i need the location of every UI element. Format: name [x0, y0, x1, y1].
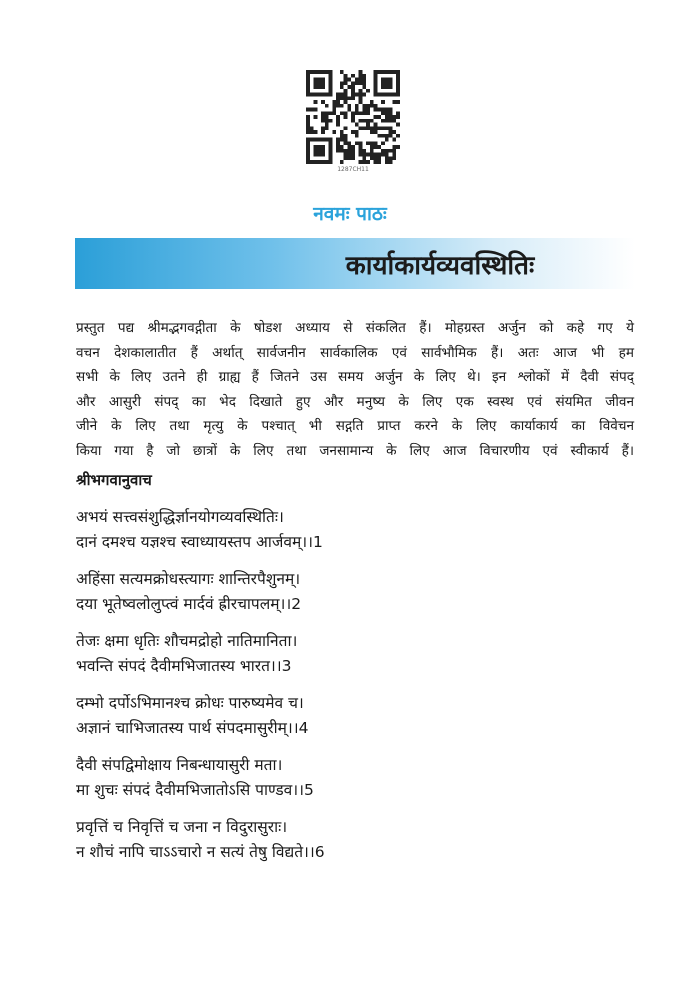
- verse-3: [76, 629, 325, 679]
- verse-line: दम्भो दर्पोऽभिमानश्च क्रोधः पारुष्यमेव च।: [76, 694, 304, 712]
- verse-6: [76, 815, 325, 865]
- qr-code-label: 1287CH11: [337, 166, 369, 173]
- lesson-heading: नवमः पाठः: [313, 203, 387, 225]
- verse-4: [76, 691, 325, 741]
- speaker-heading: श्रीभगवानुवाच: [76, 471, 152, 489]
- verse-line: अज्ञानं चाभिजातस्य पार्थ संपदमासुरीम्।।4: [76, 719, 309, 737]
- verse-line: दैवी संपद्विमोक्षाय निबन्धायासुरी मता।: [76, 756, 283, 774]
- verse-line: प्रवृत्तिं च निवृत्तिं च जना न विदुरासुराः।: [76, 818, 288, 836]
- verse-line: अभयं सत्त्वसंशुद्धिर्ज्ञानयोगव्यवस्थितिः।: [76, 508, 284, 526]
- intro-line: जीने के लिए तथा मृत्यु के पश्चात् भी सद्गति प्राप्त करने के लिए कार्याकार्य का विवेचन: [76, 418, 634, 434]
- intro-line: किया गया है जो छात्रों के लिए तथा जनसामान्य के लिए आज विचारणीय एवं स्वीकार्य हैं।: [76, 442, 634, 459]
- verse-line: मा शुचः संपदं दैवीमभिजातोऽसि पाण्डव।।5: [76, 781, 314, 799]
- verse-1: [76, 505, 325, 555]
- verse-line: न शौचं नापि चाऽऽचारो न सत्यं तेषु विद्यते।।6: [76, 843, 325, 861]
- intro-line: और आसुरी संपद् का भेद दिखाते हुए और मनुष्य के लिए एक स्वस्थ एवं संयमित जीवन: [76, 393, 634, 410]
- verse-5: [76, 753, 325, 803]
- verse-2: [76, 567, 325, 617]
- chapter-title: कार्याकार्यव्यवस्थितिः: [345, 251, 535, 281]
- intro-line: सभी के लिए उतने ही ग्राह्य हैं जितने उस समय अर्जुन के लिए थे। इन श्लोकों में दैवी संपद्: [76, 369, 634, 385]
- title-banner: [75, 238, 635, 289]
- verse-line: तेजः क्षमा धृतिः शौचमद्रोहो नातिमानिता।: [76, 632, 298, 650]
- verses: [76, 505, 325, 877]
- qr-code[interactable]: [306, 70, 400, 164]
- intro-line: वचन देशकालातीत हैं अर्थात् सार्वजनीन सार्वकालिक एवं सार्वभौमिक हैं। अतः आज भी हम: [76, 344, 634, 361]
- verse-line: भवन्ति संपदं दैवीमभिजातस्य भारत।।3: [76, 657, 292, 675]
- intro-paragraph: [76, 316, 634, 463]
- intro-line: प्रस्तुत पद्य श्रीमद्भगवद्गीता के षोडश अध्याय से संकलित हैं। मोहग्रस्त अर्जुन को कहे गए ये: [76, 320, 634, 336]
- verse-line: दानं दमश्च यज्ञश्च स्वाध्यायस्तप आर्जवम्।।1: [76, 533, 323, 551]
- verse-line: दया भूतेष्वलोलुप्त्वं मार्दवं ह्रीरचापलम्।।2: [76, 595, 302, 613]
- verse-line: अहिंसा सत्यमक्रोधस्त्यागः शान्तिरपैशुनम्।: [76, 570, 301, 588]
